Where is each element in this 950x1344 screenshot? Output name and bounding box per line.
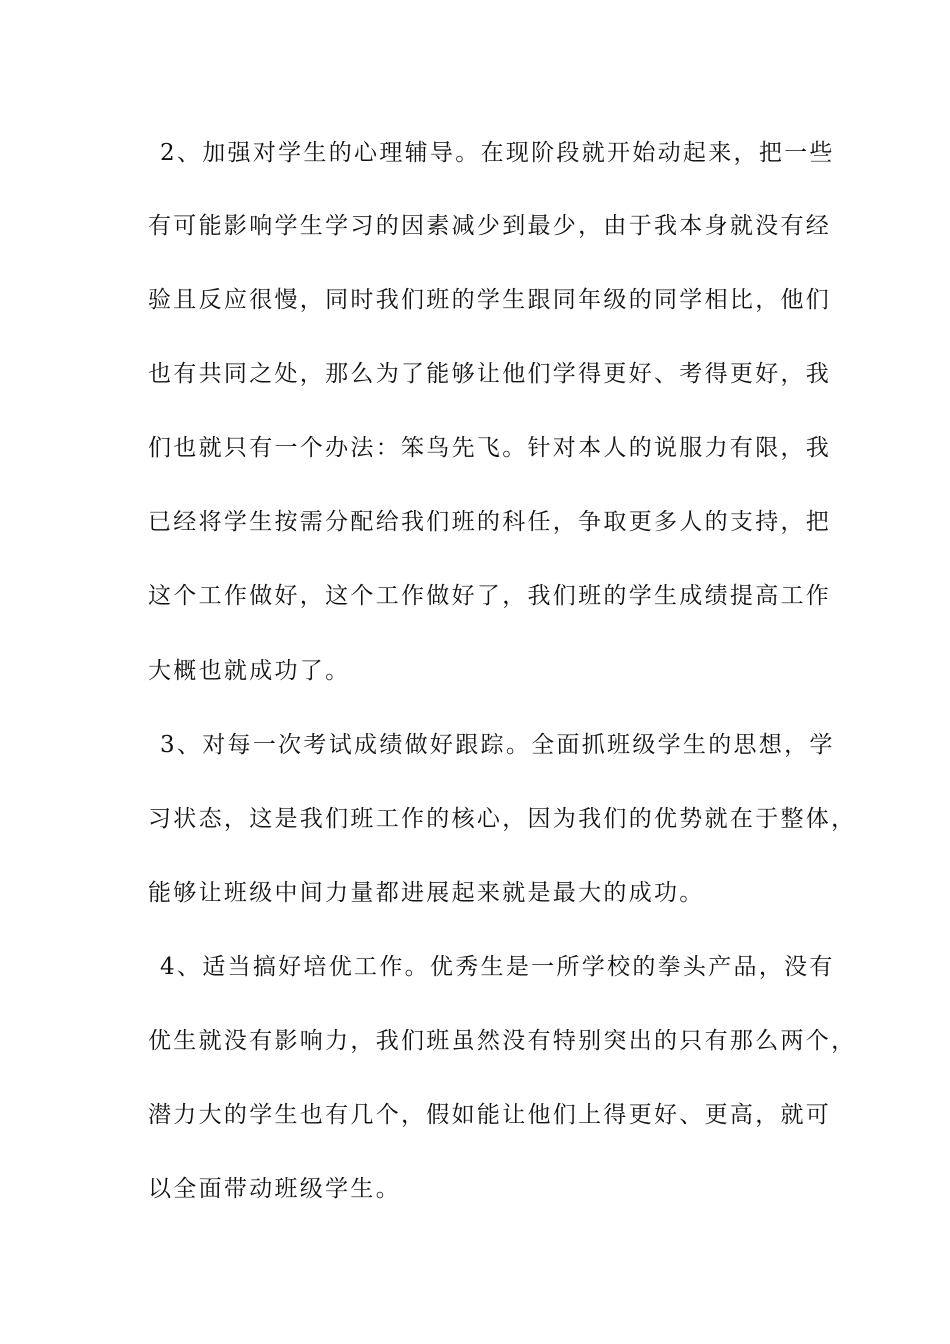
paragraph-3-line-3: 能够让班级中间力量都进展起来就是最大的成功。 [148, 880, 705, 906]
paragraph-2-line-8: 大概也就成功了。 [148, 658, 351, 684]
paragraph-2-line-7: 这个工作做好，这个工作做好了，我们班的学生成绩提高工作 [148, 583, 832, 609]
paragraph-4-line-1: 4、适当搞好培优工作。优秀生是一所学校的拳头产品，没有 [160, 954, 835, 980]
paragraph-4-line-2: 优生就没有影响力，我们班虽然没有特别突出的只有那么两个， [148, 1028, 857, 1054]
paragraph-2-line-4: 也有共同之处，那么为了能够让他们学得更好、考得更好，我 [148, 361, 832, 387]
paragraph-2-line-3: 验且反应很慢，同时我们班的学生跟同年级的同学相比，他们 [148, 287, 832, 313]
paragraph-2-line-6: 已经将学生按需分配给我们班的科任，争取更多人的支持，把 [148, 509, 832, 535]
paragraph-4-line-4: 以全面带动班级学生。 [148, 1176, 401, 1202]
paragraph-2-line-5: 们也就只有一个办法：笨鸟先飞。针对本人的说服力有限，我 [148, 435, 832, 461]
paragraph-2-line-1: 2、加强对学生的心理辅导。在现阶段就开始动起来，把一些 [160, 140, 835, 166]
paragraph-3-line-1: 3、对每一次考试成绩做好跟踪。全面抓班级学生的思想，学 [160, 732, 835, 758]
paragraph-2-line-2: 有可能影响学生学习的因素减少到最少，由于我本身就没有经 [148, 213, 832, 239]
paragraph-4-line-3: 潜力大的学生也有几个，假如能让他们上得更好、更高，就可 [148, 1102, 832, 1128]
paragraph-3-line-2: 习状态，这是我们班工作的核心，因为我们的优势就在于整体， [148, 806, 857, 832]
